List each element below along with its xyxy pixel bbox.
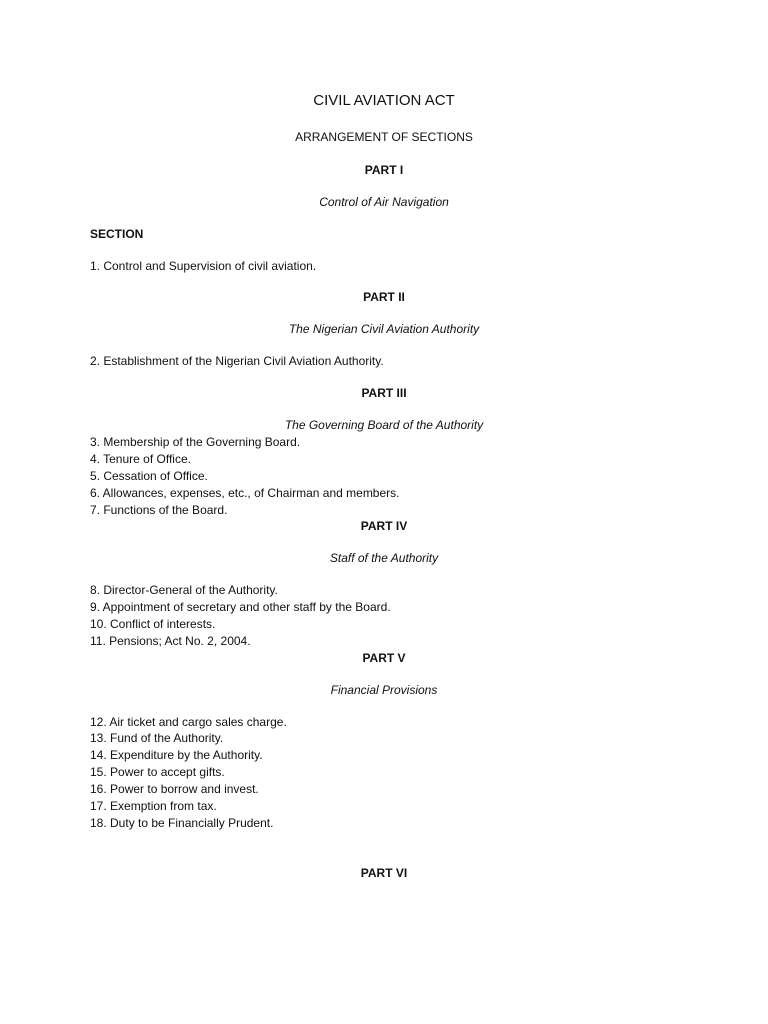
part-heading-2: The Nigerian Civil Aviation Authority <box>288 322 480 336</box>
section-item: 11. Pensions; Act No. 2, 2004. <box>90 634 251 648</box>
part-heading-1: Control of Air Navigation <box>319 195 449 209</box>
section-item: 12. Air ticket and cargo sales charge. <box>90 715 287 729</box>
part-heading-5: Financial Provisions <box>330 683 438 697</box>
part-label-2: PART II <box>363 290 405 304</box>
section-item: 10. Conflict of interests. <box>90 617 216 631</box>
document-title: CIVIL AVIATION ACT <box>313 92 455 109</box>
part-label-1: PART I <box>364 163 404 177</box>
part-heading-3: The Governing Board of the Authority <box>284 418 484 432</box>
section-item: 3. Membership of the Governing Board. <box>90 435 301 449</box>
document-subtitle: ARRANGEMENT OF SECTIONS <box>295 130 473 144</box>
part-label-4: PART IV <box>360 519 408 533</box>
section-item: 2. Establishment of the Nigerian Civil Aviation Authority. <box>90 354 384 368</box>
part-label-3: PART III <box>361 386 407 400</box>
section-item: 14. Expenditure by the Authority. <box>90 748 263 762</box>
part-heading-4: Staff of the Authority <box>329 551 439 565</box>
section-item: 4. Tenure of Office. <box>90 452 191 466</box>
section-item: 6. Allowances, expenses, etc., of Chairman and members. <box>90 486 400 500</box>
part-label-6: PART VI <box>360 866 408 880</box>
section-item: 1. Control and Supervision of civil aviation. <box>90 259 317 273</box>
section-item: 9. Appointment of secretary and other staff by the Board. <box>90 600 391 614</box>
part-label-5: PART V <box>362 651 406 665</box>
section-item: 18. Duty to be Financially Prudent. <box>90 816 274 830</box>
section-heading: SECTION <box>90 227 144 241</box>
section-item: 7. Functions of the Board. <box>90 503 228 517</box>
section-item: 17. Exemption from tax. <box>90 799 217 813</box>
section-item: 5. Cessation of Office. <box>90 469 208 483</box>
section-item: 8. Director-General of the Authority. <box>90 583 278 597</box>
section-item: 16. Power to borrow and invest. <box>90 782 259 796</box>
section-item: 15. Power to accept gifts. <box>90 765 225 779</box>
section-item: 13. Fund of the Authority. <box>90 731 224 745</box>
